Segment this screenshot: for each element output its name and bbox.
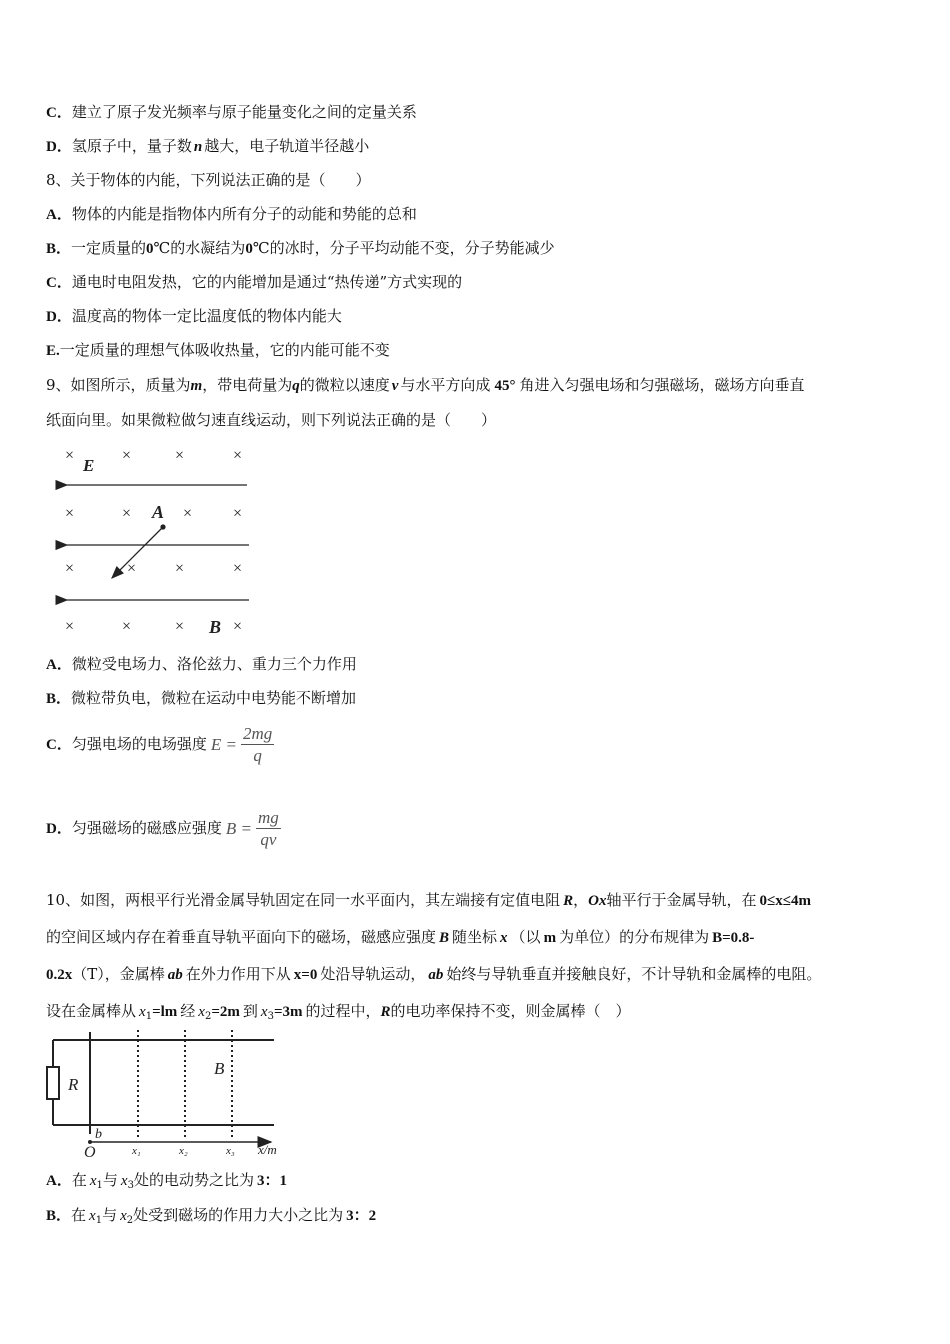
variable-x: x [89, 1208, 96, 1224]
option-text: 物体的内能是指物体内所有分子的动能和势能的总和 [71, 205, 417, 223]
stem-text: 到 [242, 1002, 258, 1020]
variable-x: x [120, 1173, 128, 1189]
q9-stem-line1 [46, 375, 804, 396]
label-r: R [68, 1075, 79, 1094]
range-value: 0≤x≤4m [759, 893, 811, 909]
option-text: 一定质量的 [71, 239, 147, 257]
svg-text:×: × [122, 618, 132, 635]
q7-option-c [46, 102, 417, 123]
variable-r: R [380, 1004, 391, 1020]
stem-text: 的电功率保持不变，则金属棒（ ） [390, 1002, 631, 1020]
subscript: 3 [267, 1011, 274, 1022]
variable-r: R [563, 893, 574, 909]
option-text: ℃的冰时，分子平均动能不变，分子势能减少 [252, 239, 555, 257]
svg-text:×: × [122, 447, 132, 464]
option-text: 在 [71, 1171, 87, 1189]
q10-option-b [46, 1205, 376, 1231]
subscript: 1 [145, 1011, 153, 1022]
variable-x3: x [260, 1004, 268, 1020]
unit-m: m [543, 930, 557, 946]
variable-n: n [193, 139, 203, 155]
q7-option-d [46, 136, 369, 157]
fraction-denominator: qv [260, 829, 277, 849]
q8-option-e [46, 340, 390, 361]
label-x2: x₂ [179, 1145, 188, 1157]
q9-option-b [46, 688, 356, 709]
stem-text: 的过程中， [305, 1002, 381, 1020]
svg-text:×: × [175, 447, 185, 464]
svg-text:×: × [127, 560, 137, 577]
option-text: 越大，电子轨道半径越小 [204, 137, 370, 155]
option-label: B． [46, 241, 72, 257]
q8-stem: 8、关于物体的内能，下列说法正确的是（ ） [46, 171, 371, 189]
svg-text:×: × [65, 618, 75, 635]
q10-stem-line3 [46, 964, 821, 985]
option-label: A． [46, 657, 72, 673]
option-text: 匀强电场的电场强度 [71, 735, 207, 753]
svg-text:×: × [122, 505, 132, 522]
variable-ab: ab [428, 967, 444, 983]
q10-stem-line4 [46, 1001, 631, 1027]
option-label: D． [46, 309, 72, 325]
variable-q: q [292, 378, 300, 394]
stem-text: （T），金属棒 [72, 965, 165, 983]
stem-text: ，带电荷量为 [202, 376, 293, 394]
variable-x: x [500, 930, 508, 946]
formula-b: B=0.8- [712, 930, 755, 946]
svg-text:×: × [175, 560, 185, 577]
q8-option-d [46, 306, 342, 327]
q10-option-a [46, 1170, 287, 1196]
svg-text:×: × [65, 505, 75, 522]
svg-text:×: × [233, 505, 243, 522]
temperature-value: 0 [245, 241, 253, 257]
formula-lhs: E = [210, 735, 237, 754]
ratio-value: 3：1 [256, 1173, 287, 1189]
stem-text: 设在金属棒从 [46, 1002, 137, 1020]
formula-fraction [256, 808, 281, 851]
stem-text: （以 [510, 928, 541, 946]
q9-option-a [46, 654, 357, 675]
option-label: A． [46, 1173, 72, 1189]
stem-text: ， [573, 891, 589, 909]
option-text: 与 [102, 1171, 118, 1189]
q9-option-c [46, 722, 274, 767]
stem-text: 始终与导轨垂直并接触良好，不计导轨和金属棒的电阻。 [446, 965, 822, 983]
stem-text: 随坐标 [452, 928, 498, 946]
fraction-numerator: 2mg [242, 723, 273, 743]
q8-option-b [46, 238, 555, 259]
svg-text:×: × [233, 560, 243, 577]
x2-value: =2m [211, 1004, 240, 1020]
variable-v: v [391, 378, 399, 394]
svg-text:×: × [233, 618, 243, 635]
option-text: 处受到磁场的作用力大小之比为 [133, 1206, 344, 1224]
label-x1: x₁ [132, 1145, 141, 1157]
subscript: 1 [95, 1215, 103, 1226]
q8-option-c [46, 272, 462, 293]
stem-text: 角进入匀强电场和匀强磁场，磁场方向垂直 [519, 376, 805, 394]
variable-x1: x [139, 1004, 146, 1020]
stem-text: 轴平行于金属导轨，在 [606, 891, 757, 909]
option-text: 与 [102, 1206, 118, 1224]
rail-diagram [46, 1030, 296, 1160]
subscript: 2 [204, 1011, 212, 1022]
variable-x2: x [198, 1004, 205, 1020]
variable-x: x [89, 1173, 97, 1189]
option-label: C． [46, 105, 72, 121]
label-b-rod: b [95, 1127, 102, 1142]
stem-text: 与水平方向成 [400, 376, 491, 394]
field-diagram [55, 443, 255, 638]
resistor-r [47, 1067, 59, 1099]
q9-option-d [46, 806, 281, 851]
stem-text: 处沿导轨运动， [320, 965, 426, 983]
q9-stem-line2: 纸面向里。如果微粒做匀速直线运动，则下列说法正确的是（ ） [46, 411, 497, 429]
option-label: B． [46, 691, 72, 707]
option-text: 氢原子中，量子数 [71, 137, 192, 155]
svg-text:×: × [65, 447, 75, 464]
label-b: B [209, 617, 222, 637]
x-zero: x=0 [293, 967, 318, 983]
label-axis-unit: x/m [258, 1142, 277, 1157]
option-text: 微粒受电场力、洛伦兹力、重力三个力作用 [71, 655, 357, 673]
option-label: A． [46, 207, 72, 223]
q9-field-figure [55, 443, 255, 642]
variable-b: B [439, 930, 450, 946]
option-text: 在 [71, 1206, 87, 1224]
subscript: 1 [96, 1180, 103, 1191]
option-label: E. [46, 343, 60, 359]
subscript: 2 [126, 1215, 134, 1226]
option-text: 通电时电阻发热，它的内能增加是通过“热传递”方式实现的 [71, 273, 463, 291]
svg-text:×: × [65, 560, 75, 577]
q10-rail-figure [46, 1030, 296, 1164]
option-text: ℃的水凝结为 [153, 239, 246, 257]
formula-fraction [241, 724, 274, 767]
option-text: 温度高的物体一定比温度低的物体内能大 [71, 307, 342, 325]
svg-text:×: × [233, 447, 243, 464]
option-text: 匀强磁场的磁感应强度 [71, 819, 222, 837]
option-text: 处的电动势之比为 [133, 1171, 254, 1189]
subscript: 3 [127, 1180, 134, 1191]
label-e: E [83, 456, 95, 475]
label-x3: x₃ [226, 1145, 235, 1157]
label-b-field: B [214, 1059, 225, 1078]
svg-text:×: × [183, 505, 193, 522]
stem-text: 为单位）的分布规律为 [559, 928, 710, 946]
velocity-arrow [112, 527, 163, 578]
q10-stem-line1 [46, 890, 811, 911]
stem-text: 的微粒以速度 [299, 376, 390, 394]
q10-stem-line2 [46, 927, 754, 948]
stem-text: 的空间区域内存在着垂直导轨平面向下的磁场，磁感应强度 [46, 928, 437, 946]
label-a: A [152, 502, 165, 522]
temperature-value: 0 [146, 241, 154, 257]
fraction-denominator: q [253, 745, 262, 765]
variable-x: x [120, 1208, 127, 1224]
option-label: B． [46, 1208, 72, 1224]
formula-lhs: B = [225, 819, 252, 838]
option-label: D． [46, 821, 72, 837]
label-o: O [84, 1144, 96, 1160]
variable-ab: ab [167, 967, 183, 983]
option-text: 一定质量的理想气体吸收热量，它的内能可能不变 [59, 341, 390, 359]
x1-value: =lm [152, 1004, 178, 1020]
option-label: C． [46, 737, 72, 753]
option-label: C． [46, 275, 72, 291]
formula-b-continued: 0.2x [46, 967, 73, 983]
option-text: 建立了原子发光频率与原子能量变化之间的定量关系 [71, 103, 417, 121]
cross-marks [65, 447, 242, 635]
variable-m: m [190, 378, 203, 394]
svg-text:×: × [175, 618, 185, 635]
option-text: 微粒带负电，微粒在运动中电势能不断增加 [71, 689, 357, 707]
stem-text: 10、如图，两根平行光滑金属导轨固定在同一水平面内，其左端接有定值电阻 [46, 891, 561, 909]
stem-text: 在外力作用下从 [185, 965, 291, 983]
fraction-numerator: mg [257, 807, 279, 827]
option-label: D． [46, 139, 72, 155]
stem-text: 9、如图所示，质量为 [46, 376, 191, 394]
variable-ox: Ox [588, 893, 607, 909]
x3-value: =3m [273, 1004, 303, 1020]
angle-value: 45° [494, 378, 516, 394]
ratio-value: 3：2 [346, 1208, 377, 1224]
q8-option-a [46, 204, 417, 225]
stem-text: 经 [180, 1002, 196, 1020]
